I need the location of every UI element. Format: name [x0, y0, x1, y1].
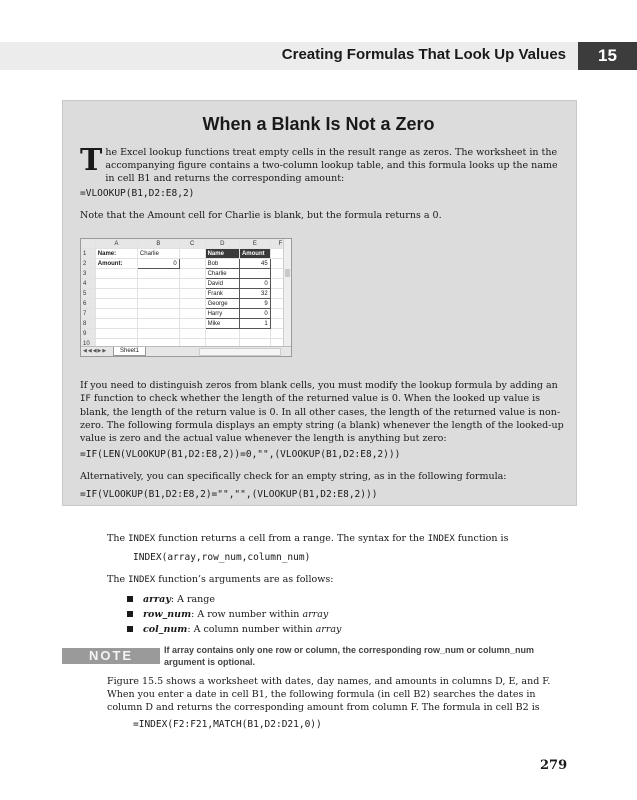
- col-header: C: [179, 239, 205, 249]
- table-name-cell: David: [205, 279, 239, 289]
- chapter-number-tab: 15: [578, 42, 637, 70]
- sheet-tab[interactable]: Sheet1: [113, 347, 146, 356]
- sidebar-note-1: Note that the Amount cell for Charlie is blank, but the formula returns a 0.: [80, 210, 442, 221]
- row-header: 2: [81, 259, 95, 269]
- table-amount-cell: [239, 269, 270, 279]
- horizontal-scrollbar[interactable]: [199, 348, 281, 356]
- argument-item: array: A range: [127, 594, 215, 605]
- col-header: E: [239, 239, 270, 249]
- sidebar-formula-3: =IF(VLOOKUP(B1,D2:E8,2)="","",(VLOOKUP(B1,D2:E8,2))): [80, 489, 378, 500]
- table-amount-cell: 1: [239, 319, 270, 329]
- bullet-icon: [127, 596, 133, 602]
- table-header-amount: Amount: [239, 249, 270, 259]
- col-header: B: [137, 239, 179, 249]
- row-header: 7: [81, 309, 95, 319]
- table-name-cell: George: [205, 299, 239, 309]
- worksheet-grid: [81, 239, 291, 349]
- sidebar-title: When a Blank Is Not a Zero: [202, 114, 435, 134]
- col-header: A: [95, 239, 137, 249]
- bullet-icon: [127, 626, 133, 632]
- row-header: 6: [81, 299, 95, 309]
- table-header-name: Name: [205, 249, 239, 259]
- row-header: 5: [81, 289, 95, 299]
- sidebar-formula-2: =IF(LEN(VLOOKUP(B1,D2:E8,2))=0,"",(VLOOKUP(B1,D2:E8,2))): [80, 449, 401, 460]
- body-paragraph-1: The INDEX function returns a cell from a range. The syntax for the INDEX function is: [107, 533, 509, 544]
- bullet-icon: [127, 611, 133, 617]
- sheet-nav-arrows-icon[interactable]: ◀◀◀▶▶: [83, 348, 108, 354]
- sidebar-intro: The Excel lookup functions treat empty cells in the result range as zeros. The worksheet in the accompanying figure contains a two-column lookup table, and this formula looks up the name in cell B1 and returns the corresponding amount:: [80, 143, 558, 184]
- argument-item: row_num: A row number within array: [127, 609, 328, 620]
- cell-a2: Amount:: [95, 259, 137, 269]
- cell-b1: Charlie: [137, 249, 179, 259]
- table-amount-cell: 9: [239, 299, 270, 309]
- sheet-tab-bar: [81, 346, 291, 356]
- table-name-cell: Bob: [205, 259, 239, 269]
- cell-b2: 0: [137, 259, 179, 269]
- col-header: F: [270, 239, 290, 249]
- sidebar-paragraph-3: Alternatively, you can specifically check for an empty string, as in the following formula:: [80, 471, 507, 482]
- scrollbar-thumb[interactable]: [285, 269, 290, 277]
- worksheet-figure: [80, 238, 292, 357]
- cell-a1: Name:: [95, 249, 137, 259]
- page-number: 279: [540, 758, 568, 773]
- table-amount-cell: 45: [239, 259, 270, 269]
- table-name-cell: Harry: [205, 309, 239, 319]
- body-paragraph-2: The INDEX function’s arguments are as follows:: [107, 574, 334, 585]
- table-name-cell: Charlie: [205, 269, 239, 279]
- drop-cap: T: [80, 143, 103, 178]
- sidebar-paragraph-2: If you need to distinguish zeros from blank cells, you must modify the lookup formula by adding an IF function to check whether the length of the returned value is 0. When the looked up value is blank, the length of the return value is 0. In all other cases, the length of the returned value is non-zero. The following formula displays an empty string (a blank) whenever the length of the looked-up value is zero and the actual value whenever the length is anything but zero:: [80, 380, 564, 444]
- row-header: 1: [81, 249, 95, 259]
- note-badge: NOTE: [62, 648, 160, 664]
- row-header: 4: [81, 279, 95, 289]
- vertical-scrollbar[interactable]: [283, 239, 291, 347]
- sidebar-formula-1: =VLOOKUP(B1,D2:E8,2): [80, 188, 195, 199]
- index-match-formula: =INDEX(F2:F21,MATCH(B1,D2:D21,0)): [133, 719, 322, 730]
- table-name-cell: Frank: [205, 289, 239, 299]
- col-header: D: [205, 239, 239, 249]
- running-header-title: Creating Formulas That Look Up Values: [281, 46, 566, 63]
- table-amount-cell: 0: [239, 309, 270, 319]
- body-paragraph-3: Figure 15.5 shows a worksheet with dates, day names, and amounts in columns D, E, and F. When you enter a date in cell B1, the following formula (in cell B2) searches the dates in column D and returns the corresponding amount from column F. The formula in cell B2 is: [107, 676, 551, 713]
- table-amount-cell: 0: [239, 279, 270, 289]
- table-name-cell: Mike: [205, 319, 239, 329]
- row-header: 9: [81, 329, 95, 339]
- row-header: 10: [81, 339, 95, 349]
- index-syntax: INDEX(array,row_num,column_num): [133, 552, 311, 563]
- argument-item: col_num: A column number within array: [127, 624, 341, 635]
- note-text: If array contains only one row or column, the corresponding row_num or column_num argument is optional.: [164, 645, 535, 667]
- row-header: 8: [81, 319, 95, 329]
- table-amount-cell: 32: [239, 289, 270, 299]
- row-header: 3: [81, 269, 95, 279]
